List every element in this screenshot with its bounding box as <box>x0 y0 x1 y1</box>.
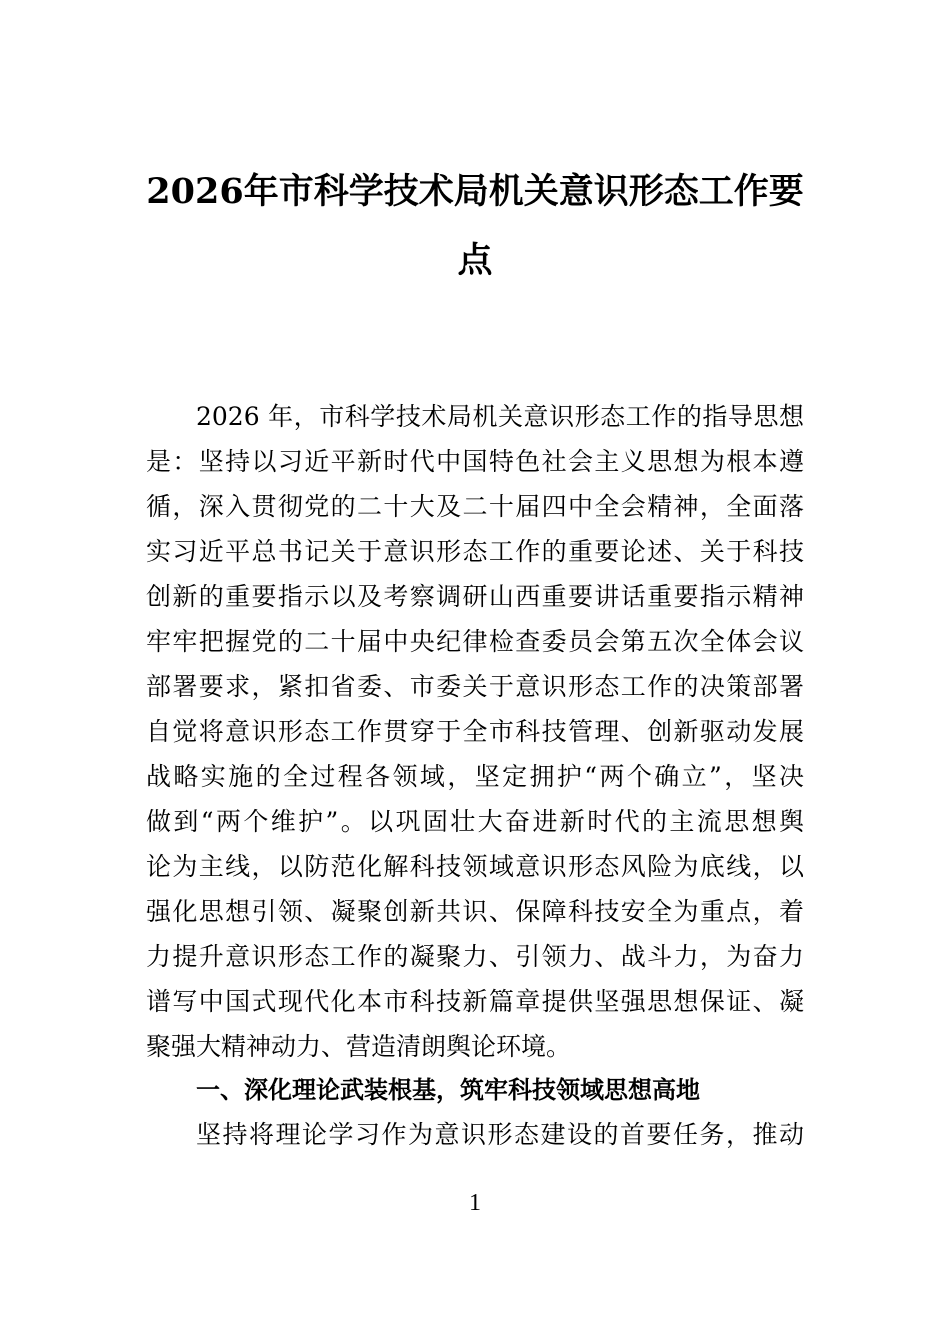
paragraph-line: 力提升意识形态工作的凝聚力、引领力、战斗力，为奋力 <box>146 942 804 971</box>
paragraph-line: 做到“两个维护”。以巩固壮大奋进新时代的主流思想舆 <box>146 807 804 836</box>
section-1-paragraph-line: 坚持将理论学习作为意识形态建设的首要任务，推动 <box>196 1120 804 1149</box>
paragraph-line: 自觉将意识形态工作贯穿于全市科技管理、创新驱动发展 <box>146 717 804 746</box>
paragraph-line: 聚强大精神动力、营造清朗舆论环境。 <box>146 1032 572 1061</box>
paragraph-line: 强化思想引领、凝聚创新共识、保障科技安全为重点，着 <box>146 897 804 926</box>
paragraph-line: 部署要求，紧扣省委、市委关于意识形态工作的决策部署 <box>146 672 804 701</box>
section-heading-1: 一、深化理论武装根基，筑牢科技领域思想高地 <box>196 1076 700 1104</box>
paragraph-line: 论为主线，以防范化解科技领域意识形态风险为底线，以 <box>146 852 804 881</box>
paragraph-line: 2026 年，市科学技术局机关意识形态工作的指导思想 <box>196 402 804 431</box>
page-number: 1 <box>469 1190 481 1216</box>
paragraph-line: 谱写中国式现代化本市科技新篇章提供坚强思想保证、凝 <box>146 987 804 1016</box>
document-title-line-1: 2026年市科学技术局机关意识形态工作要 <box>146 171 804 212</box>
paragraph-line: 战略实施的全过程各领域，坚定拥护“两个确立”，坚决 <box>146 762 804 791</box>
paragraph-line: 创新的重要指示以及考察调研山西重要讲话重要指示精神 <box>146 582 804 611</box>
paragraph-line: 循，深入贯彻党的二十大及二十届四中全会精神，全面落 <box>146 492 804 521</box>
paragraph-line: 牢牢把握党的二十届中央纪律检查委员会第五次全体会议 <box>146 627 804 656</box>
paragraph-line: 实习近平总书记关于意识形态工作的重要论述、关于科技 <box>146 537 804 566</box>
paragraph-line: 是：坚持以习近平新时代中国特色社会主义思想为根本遵 <box>146 447 804 476</box>
document-title-line-2: 点 <box>457 240 493 281</box>
